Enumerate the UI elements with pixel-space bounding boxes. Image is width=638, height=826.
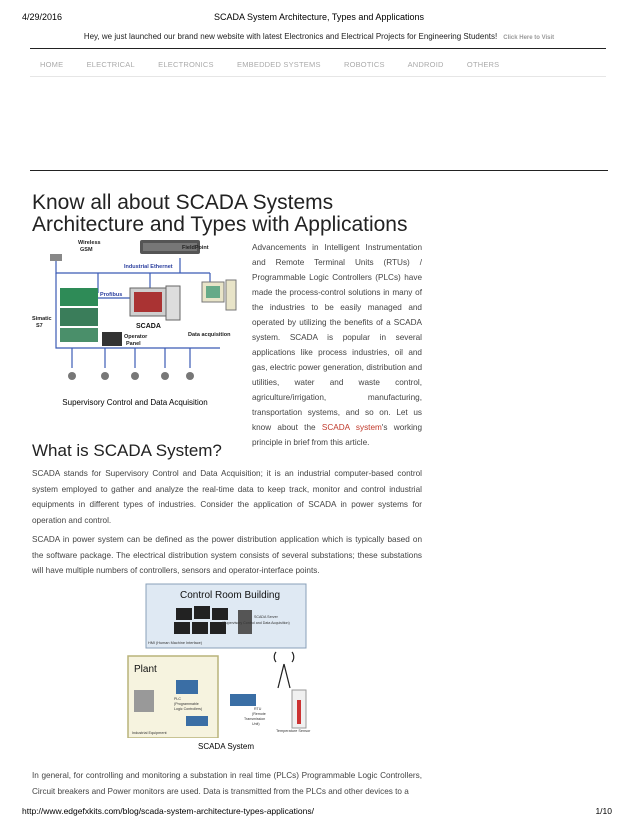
paragraph-1: SCADA stands for Supervisory Control and Data Acquisition; it is an industrial computer-based control system employed to gather and analyze the real-time data to keep track, monitor and control industrial equipments in different types of industries. Consider the application of SCADA in power systems for operation and control. <box>32 469 422 525</box>
print-header <box>0 0 638 28</box>
label-fieldpoint: FieldPoint <box>182 245 209 251</box>
section-heading: What is SCADA System? <box>32 441 222 460</box>
label-industrial-equipment: Industrial Equipment <box>132 731 167 735</box>
label-plant: Plant <box>134 664 157 675</box>
label-industrial-ethernet: Industrial Ethernet <box>124 264 173 270</box>
label-simatic: Simatic <box>32 316 52 322</box>
label-plc-line2: (Programmable <box>174 702 199 706</box>
label-s7: S7 <box>36 323 43 329</box>
nav-robotics[interactable]: ROBOTICS <box>343 60 385 69</box>
label-profibus: Profibus <box>100 292 123 298</box>
intro-paragraph <box>252 240 422 450</box>
scada-system-link[interactable]: SCADA system <box>321 423 382 432</box>
nav-android[interactable]: ANDROID <box>407 60 444 69</box>
label-panel: Panel <box>126 341 141 347</box>
intro-text-end: 's working principle in brief from this article. <box>252 423 423 447</box>
label-rtu: RTU <box>254 707 262 711</box>
label-wireless: Wireless <box>78 240 101 246</box>
scada-architecture-figure <box>30 238 240 398</box>
figure1-caption: Supervisory Control and Data Acquisition <box>62 398 208 407</box>
announcement-bar <box>0 32 638 41</box>
label-temperature-sensor: Temperature Sensor <box>276 729 311 733</box>
paragraph-3: In general, for controlling and monitoring a substation in real time (PLCs) Programmable Logic Controllers, Circuit breakers and Power monitors are used. Data is transmitted from the PLCs and other devices to a <box>32 771 422 796</box>
figure2-caption: SCADA System <box>197 742 254 751</box>
article-title <box>32 192 408 236</box>
label-hmi: HMI (Human Machine Interface) <box>148 641 203 645</box>
nav-embedded-systems[interactable]: EMBEDDED SYSTEMS <box>237 60 321 69</box>
nav-home[interactable]: HOME <box>40 60 64 69</box>
nav-electrical[interactable]: ELECTRICAL <box>86 60 135 69</box>
print-title: SCADA System Architecture, Types and Applications <box>214 12 424 22</box>
header-divider <box>30 48 606 49</box>
nav-electronics[interactable]: ELECTRONICS <box>158 60 214 69</box>
scada-system-figure <box>126 582 326 738</box>
label-rtu-line4: Unit) <box>252 722 260 726</box>
label-data-acquisition: Data acquisition <box>188 332 231 338</box>
nav-others[interactable]: OTHERS <box>466 60 500 69</box>
label-plc-line3: Logic Controllers) <box>174 707 203 711</box>
main-nav <box>40 60 520 69</box>
announcement-text: Hey, we just launched our brand new website with latest Electronics and Electrical Projects for Engineering Students! <box>83 32 498 41</box>
label-plc: PLC <box>174 697 181 701</box>
paragraph-2: SCADA in power system can be defined as the power distribution application which is typically based on the software package. The electrical distribution system consists of several substations; these substations will have multiple numbers of controllers, sensors and operator-interface points. <box>32 535 422 575</box>
label-scada: SCADA <box>136 323 161 330</box>
label-operator: Operator <box>124 334 148 340</box>
label-scada-server: SCADA Server <box>254 615 278 619</box>
label-scada-server-desc: (Supervisory Control and Data Acquisition) <box>222 621 290 625</box>
visit-link[interactable]: Click Here to Visit <box>503 35 555 41</box>
label-rtu-line3: Transmission <box>244 717 266 721</box>
label-gsm: GSM <box>80 247 93 253</box>
content-divider <box>30 170 608 171</box>
article-title-line1: Know all about SCADA Systems <box>32 191 334 214</box>
print-page-number: 1/10 <box>595 806 612 816</box>
print-date: 4/29/2016 <box>22 12 63 22</box>
print-url: http://www.edgefxkits.com/blog/scada-system-architecture-types-applications/ <box>22 806 314 816</box>
article-title-line2: Architecture and Types with Applications <box>32 213 408 236</box>
label-rtu-line2: (Remote <box>252 712 266 716</box>
intro-text-start: Advancements in Intelligent Instrumentation and Remote Terminal Units (RTUs) / Programmable Logic Controllers (PLCs) have made the process-control solutions in many of the industries to be easily managed and operated by utilizing the benefits of a SCADA system. SCADA is popular in several applications like process industries, oil and gas, electric power generation, distribution and utilities, water and waste control, agriculture/irrigation, manufacturing, transportation systems, and so on. Let us know about the <box>252 243 422 432</box>
nav-divider <box>30 76 606 77</box>
label-control-room: Control Room Building <box>180 590 281 601</box>
